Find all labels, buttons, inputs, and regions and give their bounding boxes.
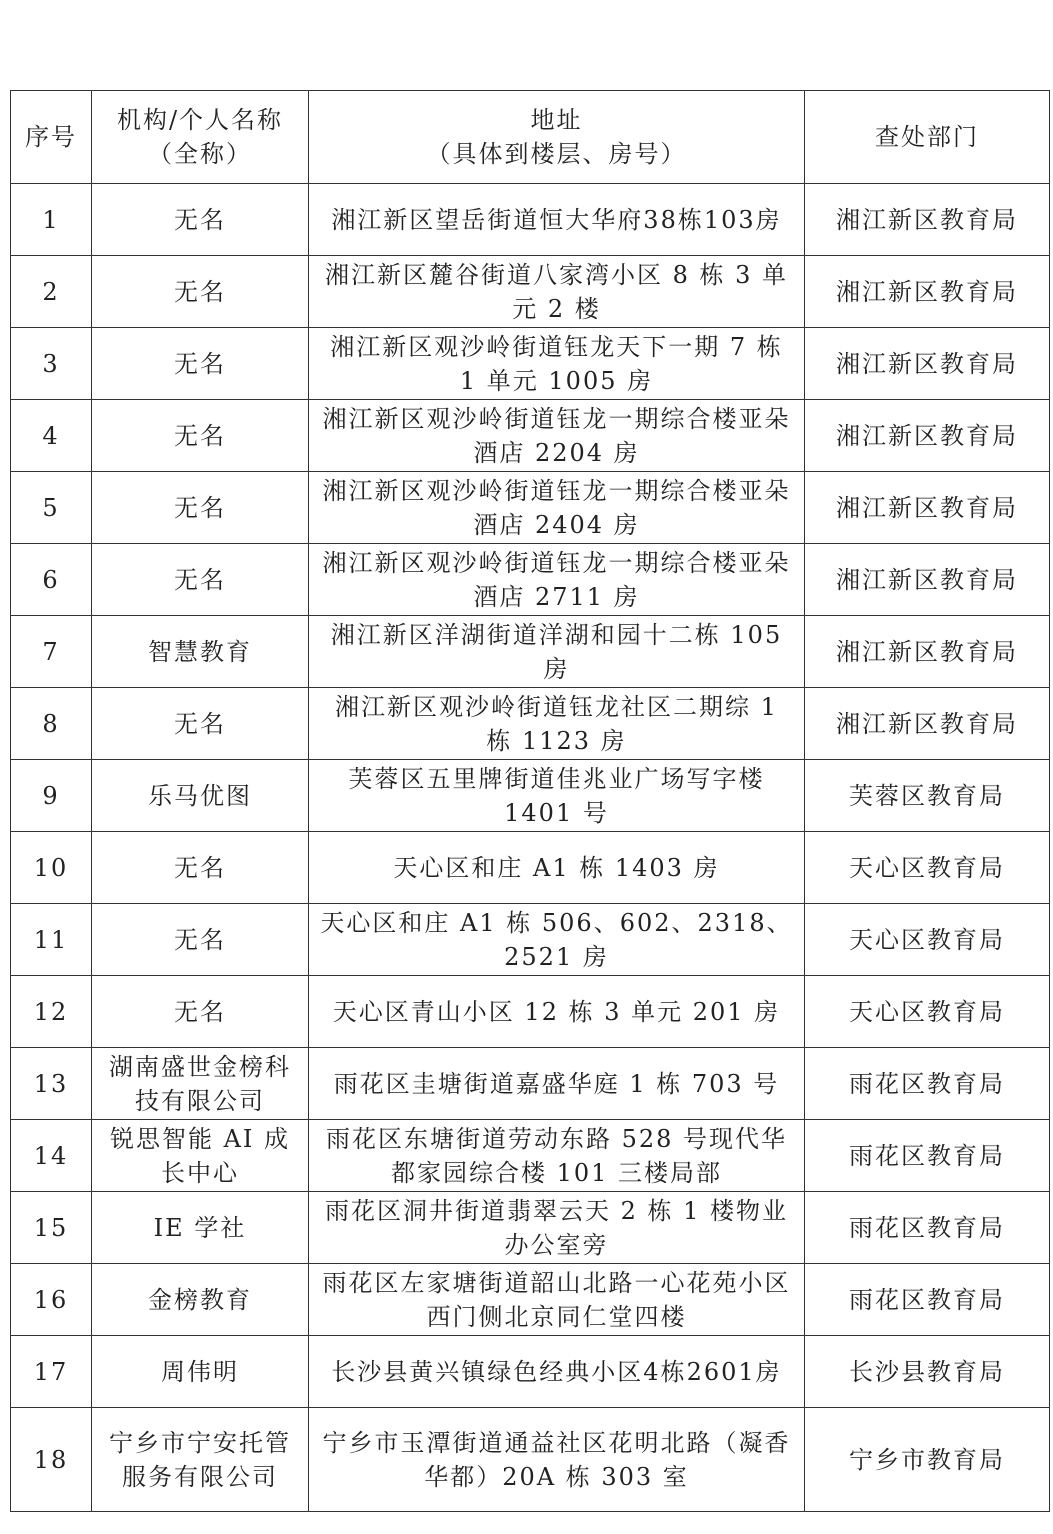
cell-address: 雨花区圭塘街道嘉盛华庭 1 栋 703 号: [309, 1048, 805, 1120]
cell-seq: 12: [11, 976, 92, 1048]
table-row: [11, 472, 1050, 544]
cell-dept: 天心区教育局: [805, 976, 1050, 1048]
cell-dept: 雨花区教育局: [805, 1120, 1050, 1192]
header-seq: 序号: [11, 91, 92, 184]
cell-seq: 14: [11, 1120, 92, 1192]
header-name-line2: （全称）: [148, 140, 252, 168]
header-address-line2: （具体到楼层、房号）: [426, 140, 687, 168]
cell-seq: 16: [11, 1264, 92, 1336]
cell-address: 湘江新区观沙岭街道钰龙一期综合楼亚朵酒店 2204 房: [309, 400, 805, 472]
table-row: [11, 256, 1050, 328]
header-dept: 查处部门: [805, 91, 1050, 184]
cell-dept: 宁乡市教育局: [805, 1408, 1050, 1512]
cell-name: 无名: [92, 544, 309, 616]
table-row: [11, 1336, 1050, 1408]
table-row: [11, 904, 1050, 976]
cell-dept: 雨花区教育局: [805, 1048, 1050, 1120]
cell-seq: 15: [11, 1192, 92, 1264]
cell-name: 湖南盛世金榜科技有限公司: [92, 1048, 309, 1120]
cell-name: 无名: [92, 184, 309, 256]
cell-address: 芙蓉区五里牌街道佳兆业广场写字楼 1401 号: [309, 760, 805, 832]
cell-name: 无名: [92, 256, 309, 328]
cell-seq: 10: [11, 832, 92, 904]
table-row: [11, 400, 1050, 472]
cell-address: 湘江新区洋湖街道洋湖和园十二栋 105 房: [309, 616, 805, 688]
table-row: [11, 976, 1050, 1048]
cell-name: 无名: [92, 400, 309, 472]
table-row: [11, 760, 1050, 832]
cell-address: 天心区和庄 A1 栋 1403 房: [309, 832, 805, 904]
cell-seq: 7: [11, 616, 92, 688]
cell-seq: 5: [11, 472, 92, 544]
cell-seq: 11: [11, 904, 92, 976]
cell-dept: 芙蓉区教育局: [805, 760, 1050, 832]
cell-seq: 1: [11, 184, 92, 256]
cell-dept: 雨花区教育局: [805, 1192, 1050, 1264]
table-header-row: [11, 91, 1050, 184]
cell-dept: 湘江新区教育局: [805, 400, 1050, 472]
cell-name: 周伟明: [92, 1336, 309, 1408]
table-row: [11, 1120, 1050, 1192]
table-row: [11, 1192, 1050, 1264]
cell-name: 智慧教育: [92, 616, 309, 688]
cell-seq: 9: [11, 760, 92, 832]
table-row: [11, 616, 1050, 688]
cell-dept: 湘江新区教育局: [805, 184, 1050, 256]
header-address: [309, 91, 805, 184]
cell-name: 乐马优图: [92, 760, 309, 832]
cell-address: 雨花区左家塘街道韶山北路一心花苑小区西门侧北京同仁堂四楼: [309, 1264, 805, 1336]
table-row: [11, 1264, 1050, 1336]
cell-dept: 湘江新区教育局: [805, 328, 1050, 400]
cell-name: 金榜教育: [92, 1264, 309, 1336]
cell-name: 无名: [92, 472, 309, 544]
table-row: [11, 832, 1050, 904]
cell-seq: 6: [11, 544, 92, 616]
cell-address: 湘江新区望岳街道恒大华府38栋103房: [309, 184, 805, 256]
cell-address: 湘江新区观沙岭街道钰龙社区二期综 1 栋 1123 房: [309, 688, 805, 760]
cell-dept: 雨花区教育局: [805, 1264, 1050, 1336]
cell-dept: 长沙县教育局: [805, 1336, 1050, 1408]
header-name-line1: 机构/个人名称: [116, 106, 284, 134]
cell-name: IE 学社: [92, 1192, 309, 1264]
table-row: [11, 544, 1050, 616]
cell-name: 无名: [92, 328, 309, 400]
cell-dept: 湘江新区教育局: [805, 616, 1050, 688]
table-row: [11, 1048, 1050, 1120]
cell-dept: 天心区教育局: [805, 832, 1050, 904]
cell-name: 锐思智能 AI 成长中心: [92, 1120, 309, 1192]
cell-dept: 湘江新区教育局: [805, 688, 1050, 760]
header-name: [92, 91, 309, 184]
cell-seq: 8: [11, 688, 92, 760]
table-body: [11, 184, 1050, 1512]
cell-name: 无名: [92, 904, 309, 976]
cell-name: 无名: [92, 976, 309, 1048]
cell-address: 湘江新区观沙岭街道钰龙一期综合楼亚朵酒店 2711 房: [309, 544, 805, 616]
enforcement-table: [10, 90, 1050, 1512]
cell-address: 长沙县黄兴镇绿色经典小区4栋2601房: [309, 1336, 805, 1408]
cell-address: 雨花区东塘街道劳动东路 528 号现代华都家园综合楼 101 三楼局部: [309, 1120, 805, 1192]
cell-address: 湘江新区观沙岭街道钰龙天下一期 7 栋 1 单元 1005 房: [309, 328, 805, 400]
cell-address: 湘江新区麓谷街道八家湾小区 8 栋 3 单元 2 楼: [309, 256, 805, 328]
table-row: [11, 184, 1050, 256]
cell-seq: 3: [11, 328, 92, 400]
cell-dept: 湘江新区教育局: [805, 472, 1050, 544]
cell-seq: 4: [11, 400, 92, 472]
cell-seq: 17: [11, 1336, 92, 1408]
cell-name: 无名: [92, 832, 309, 904]
cell-address: 湘江新区观沙岭街道钰龙一期综合楼亚朵酒店 2404 房: [309, 472, 805, 544]
cell-name: 宁乡市宁安托管服务有限公司: [92, 1408, 309, 1512]
cell-dept: 湘江新区教育局: [805, 544, 1050, 616]
cell-name: 无名: [92, 688, 309, 760]
cell-dept: 天心区教育局: [805, 904, 1050, 976]
table-row: [11, 1408, 1050, 1512]
table-row: [11, 328, 1050, 400]
cell-seq: 18: [11, 1408, 92, 1512]
cell-seq: 2: [11, 256, 92, 328]
cell-dept: 湘江新区教育局: [805, 256, 1050, 328]
table-row: [11, 688, 1050, 760]
cell-seq: 13: [11, 1048, 92, 1120]
cell-address: 宁乡市玉潭街道通益社区花明北路（凝香华都）20A 栋 303 室: [309, 1408, 805, 1512]
cell-address: 天心区青山小区 12 栋 3 单元 201 房: [309, 976, 805, 1048]
cell-address: 雨花区洞井街道翡翠云天 2 栋 1 楼物业办公室旁: [309, 1192, 805, 1264]
header-address-line1: 地址: [530, 106, 583, 134]
cell-address: 天心区和庄 A1 栋 506、602、2318、2521 房: [309, 904, 805, 976]
